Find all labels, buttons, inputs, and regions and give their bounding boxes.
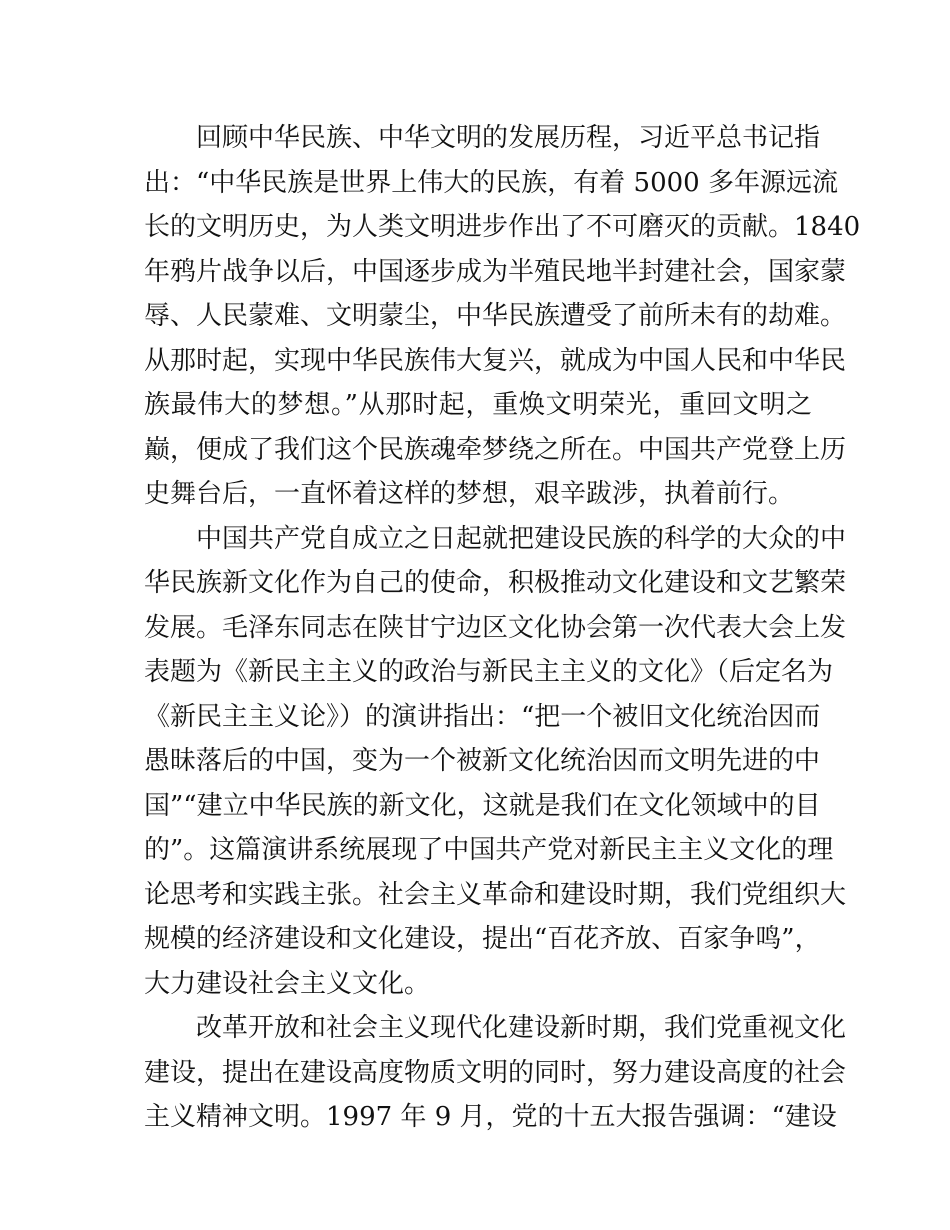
paragraph-2-line-6: 愚昧落后的中国，变为一个被新文化统治因而文明先进的中 [144,746,821,776]
paragraph-3-line-3: 主义精神文明。1997 年 9 月，党的十五大报告强调：“建设 [144,1102,837,1132]
paragraph-1-line-9: 史舞台后，一直怀着这样的梦想，艰辛跋涉，执着前行。 [144,479,795,509]
paragraph-2-line-7: 国”“建立中华民族的新文化，这就是我们在文化领域中的目 [144,790,821,821]
paragraph-1-line-5: 辱、人民蒙难、文明蒙尘，中华民族遭受了前所未有的劫难。 [144,301,847,331]
paragraph-2-line-4: 表题为《新民主主义的政治与新民主主义的文化》（后定名为 [144,657,834,687]
paragraph-1-line-4: 年鸦片战争以后，中国逐步成为半殖民地半封建社会，国家蒙 [144,256,847,287]
paragraph-3-line-2: 建设，提出在建设高度物质文明的同时，努力建设高度的社会 [144,1057,847,1088]
paragraph-1-line-3: 长的文明历史，为人类文明进步作出了不可磨灭的贡献。1840 [144,212,861,242]
paragraph-1-line-8: 巅，便成了我们这个民族魂牵梦绕之所在。中国共产党登上历 [144,434,847,465]
paragraph-1-line-2: 出：“中华民族是世界上伟大的民族，有着 5000 多年源远流 [144,167,838,198]
body-text [144,116,861,1140]
paragraph-1-line-6: 从那时起，实现中华民族伟大复兴，就成为中国人民和中华民 [144,345,847,376]
paragraph-2-line-11: 大力建设社会主义文化。 [144,968,431,999]
paragraph-2-line-9: 论思考和实践主张。社会主义革命和建设时期，我们党组织大 [144,879,847,910]
paragraph-1-line-1: 回顾中华民族、中华文明的发展历程，习近平总书记指 [196,123,821,153]
paragraph-2-line-5: 《新民主主义论》）的演讲指出：“把一个被旧文化统治因而 [144,701,821,732]
paragraph-2-line-8: 的”。这篇演讲系统展现了中国共产党对新民主主义文化的理 [144,835,834,865]
paragraph-2-line-10: 规模的经济建设和文化建设，提出“百花齐放、百家争鸣”， [144,924,821,954]
paragraph-3-line-1: 改革开放和社会主义现代化建设新时期，我们党重视文化 [196,1013,847,1043]
paragraph-1-line-7: 族最伟大的梦想。”从那时起，重焕文明荣光，重回文明之 [144,390,812,420]
paragraph-2-line-3: 发展。毛泽东同志在陕甘宁边区文化协会第一次代表大会上发 [144,612,847,643]
paragraph-2-line-2: 华民族新文化作为自己的使命，积极推动文化建设和文艺繁荣 [144,568,847,598]
paragraph-2-line-1: 中国共产党自成立之日起就把建设民族的科学的大众的中 [196,523,847,554]
